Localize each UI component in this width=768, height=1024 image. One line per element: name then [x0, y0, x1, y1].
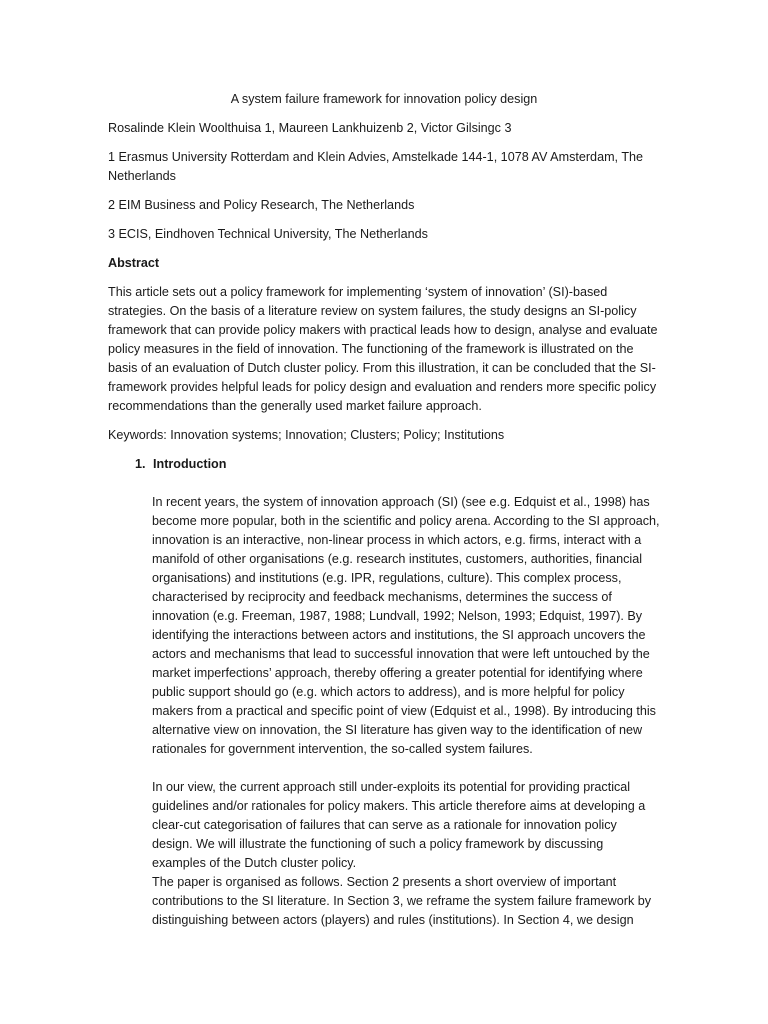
- body-paragraph: The paper is organised as follows. Section 2 presents a short overview of important contributions to the SI literature. In Section 3, we reframe the system failure framework by distinguishing between actors (players) and rules (institutions). In Section 4, we design: [152, 875, 652, 927]
- keywords: Keywords: Innovation systems; Innovation; Clusters; Policy; Institutions: [108, 428, 505, 442]
- abstract-text: This article sets out a policy framework for implementing ‘system of innovation’ (SI)-based strategies. On the basis of a literature review on system failures, the study designs an SI-policy framework that can provide policy makers with practical leads how to design, analyse and evaluate policy measures in the field of innovation. The functioning of the framework is illustrated on the basis of an evaluation of Dutch cluster policy. From this illustration, it can be concluded that the SI-framework provides helpful leads for policy design and evaluation and renders more specific policy recommendations than the generally used market failure approach.: [108, 285, 658, 413]
- body-paragraph: In recent years, the system of innovation approach (SI) (see e.g. Edquist et al., 1998) has become more popular, both in the scientific and policy arena. According to the SI approach, innovation is an interactive, non-linear process in which actors, e.g. firms, interact with a manifold of other organisations (e.g. research institutes, customers, authorities, financial organisations) and institutions (e.g. IPR, regulations, culture). This complex process, characterised by reciprocity and feedback mechanisms, determines the success of innovation (e.g. Freeman, 1987, 1988; Lundvall, 1992; Nelson, 1993; Edquist, 1997). By identifying the interactions between actors and institutions, the SI approach uncovers the actors and mechanisms that lead to successful innovation that were left untouched by the market imperfections’ approach, thereby offering a greater potential for identifying where public support should go (e.g. which actors to address), and is more helpful for policy makers from a practical and specific point of view (Edquist et al., 1998). By introducing this alternative view on innovation, the SI literature has given way to the identification of new rationales for government intervention, the so-called system failures.: [152, 495, 660, 756]
- section-title: Introduction: [153, 457, 227, 471]
- affiliation-1: 1 Erasmus University Rotterdam and Klein Advies, Amstelkade 144-1, 1078 AV Amsterdam, The Netherlands: [108, 150, 644, 183]
- section-number: 1.: [135, 457, 146, 471]
- abstract-heading: Abstract: [108, 256, 160, 270]
- affiliation-2: 2 EIM Business and Policy Research, The Netherlands: [108, 198, 415, 212]
- body-paragraph: In our view, the current approach still under-exploits its potential for providing practical guidelines and/or rationales for policy makers. This article therefore aims at developing a clear-cut categorisation of failures that can serve as a rationale for innovation policy design. We will illustrate the functioning of such a policy framework by discussing examples of the Dutch cluster policy.: [152, 780, 646, 870]
- paper-title: A system failure framework for innovation policy design: [230, 92, 538, 106]
- section-heading-introduction: [135, 455, 660, 474]
- author-list: Rosalinde Klein Woolthuisa 1, Maureen Lankhuizenb 2, Victor Gilsingc 3: [108, 121, 512, 135]
- document-page: [108, 90, 660, 930]
- affiliation-3: 3 ECIS, Eindhoven Technical University, The Netherlands: [108, 227, 428, 241]
